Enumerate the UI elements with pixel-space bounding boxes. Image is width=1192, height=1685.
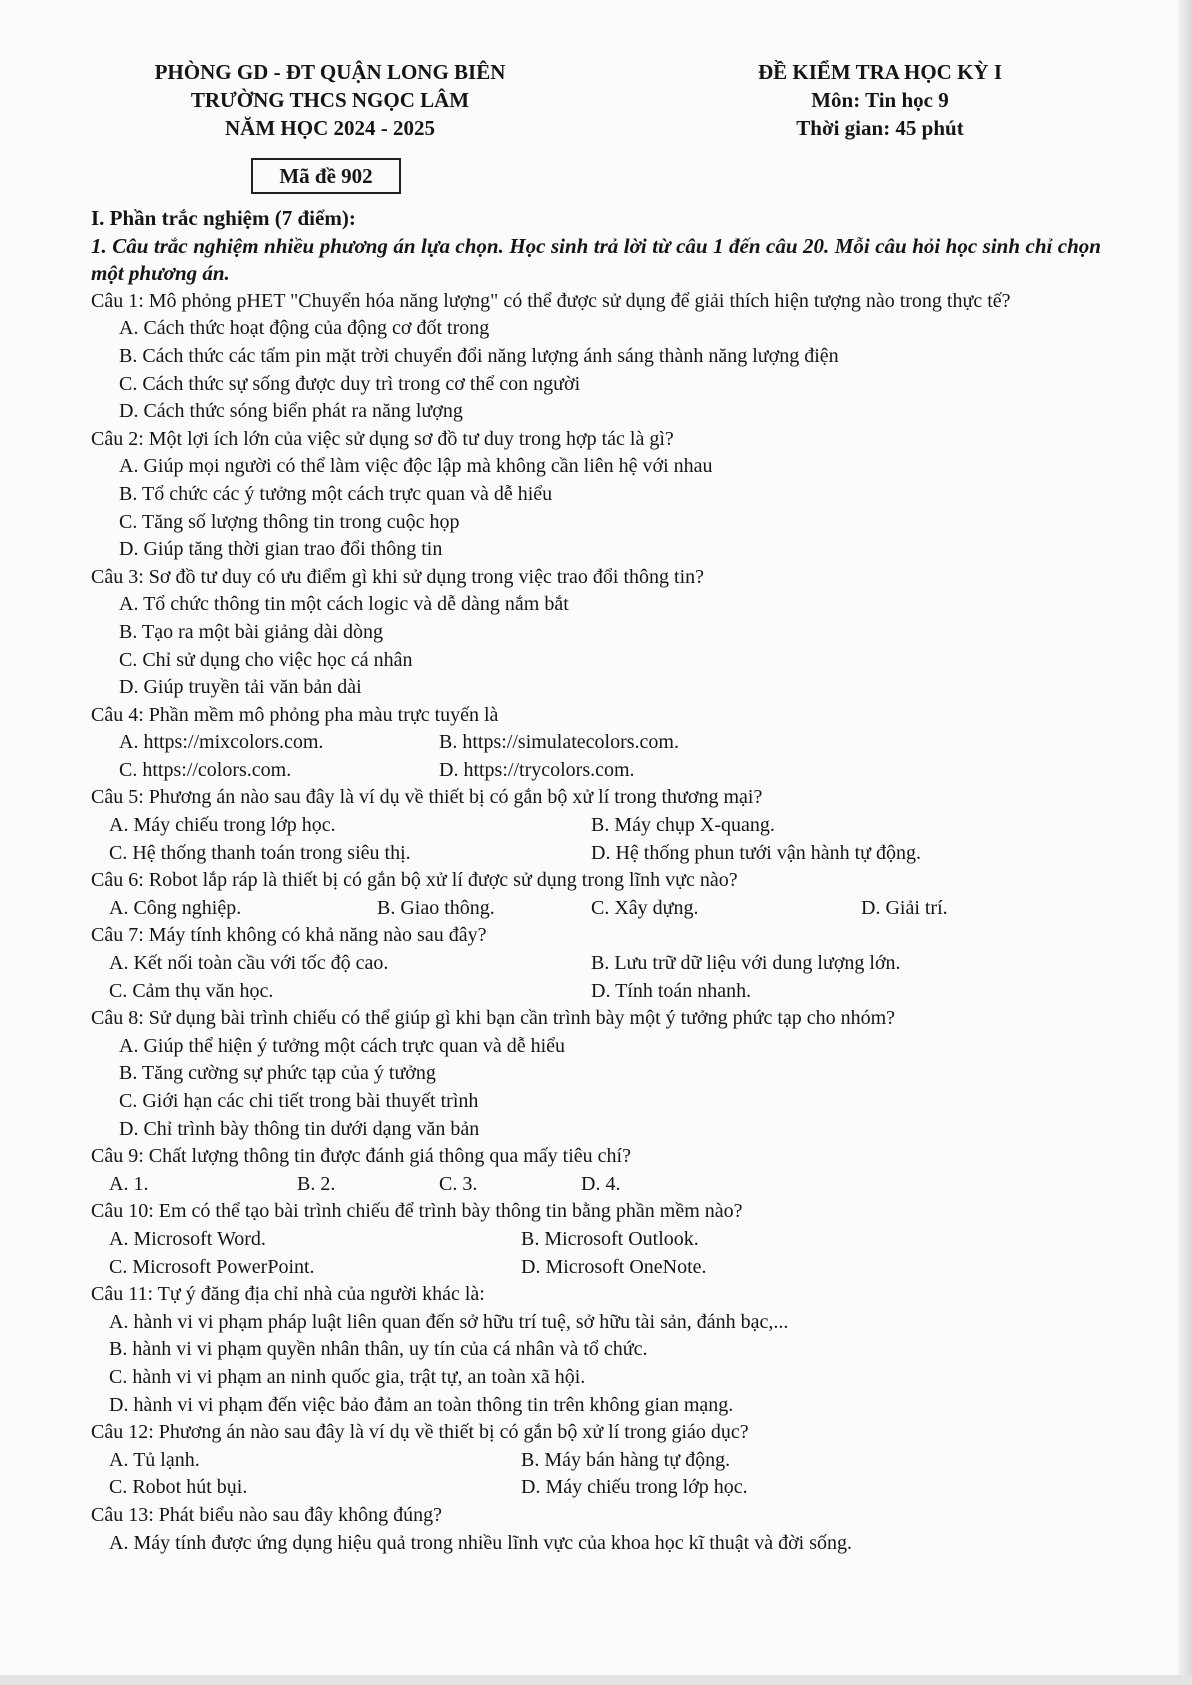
option: D. 4. [581,1172,621,1195]
page-edge-shadow [1178,0,1192,1685]
option: B. Máy chụp X-quang. [591,814,775,837]
question-text: Câu 8: Sử dụng bài trình chiếu có thể giúp gì khi bạn cần trình bày một ý tưởng phức tạp cho nhóm? [91,1007,896,1030]
option: A. Kết nối toàn cầu với tốc độ cao. [109,952,389,975]
question-text: Câu 12: Phương án nào sau đây là ví dụ về thiết bị có gắn bộ xử lí trong giáo dục? [91,1421,749,1444]
question [91,1143,1101,1198]
school-info [110,58,550,142]
option: A. https://mixcolors.com. [119,731,324,754]
school-name: TRƯỜNG THCS NGỌC LÂM [190,88,470,112]
option: D. Microsoft OneNote. [521,1255,707,1278]
question [91,288,1101,426]
exam-title: ĐỀ KIỂM TRA HỌC KỲ I [757,60,1003,84]
option: A. Tủ lạnh. [109,1448,200,1471]
question [91,1281,1101,1419]
exam-duration: Thời gian: 45 phút [796,116,964,140]
option: B. Tăng cường sự phức tạp của ý tưởng [119,1062,436,1085]
option: D. Giải trí. [861,896,948,919]
question-text: Câu 1: Mô phỏng pHET "Chuyển hóa năng lượng" có thể được sử dụng để giải thích hiện tượng nào trong thực tế? [91,289,1011,312]
option: D. Cách thức sóng biển phát ra năng lượng [119,400,463,423]
option: D. Giúp truyền tải văn bản dài [119,676,362,699]
option: C. Xây dựng. [591,896,699,919]
department-name: PHÒNG GD - ĐT QUẬN LONG BIÊN [154,60,506,84]
question-text: Câu 4: Phần mềm mô phỏng pha màu trực tuyến là [91,703,499,726]
question-text: Câu 2: Một lợi ích lớn của việc sử dụng sơ đồ tư duy trong hợp tác là gì? [91,427,674,450]
option: A. Microsoft Word. [109,1227,266,1250]
option: C. 3. [439,1172,478,1195]
question-text: Câu 11: Tự ý đăng địa chỉ nhà của người khác là: [91,1283,485,1306]
option: D. Tính toán nhanh. [591,979,752,1002]
option: D. Máy chiếu trong lớp học. [521,1476,748,1499]
page-bottom-edge [0,1675,1192,1685]
question [91,564,1101,702]
option: B. Lưu trữ dữ liệu với dung lượng lớn. [591,952,901,975]
question [91,784,1101,867]
option: C. Hệ thống thanh toán trong siêu thị. [109,841,411,864]
question-text: Câu 9: Chất lượng thông tin được đánh giá thông qua mấy tiêu chí? [91,1145,631,1168]
option: A. Máy tính được ứng dụng hiệu quả trong nhiều lĩnh vực của khoa học kĩ thuật và đời sống. [109,1531,852,1554]
option: D. Hệ thống phun tưới vận hành tự động. [591,841,921,864]
school-year: NĂM HỌC 2024 - 2025 [225,116,435,140]
option: A. Giúp thể hiện ý tưởng một cách trực quan và dễ hiểu [119,1034,566,1057]
exam-info [690,58,1070,142]
option: C. Tăng số lượng thông tin trong cuộc họp [119,510,460,533]
question [91,1419,1101,1502]
option: C. https://colors.com. [119,758,292,781]
option: D. hành vi vi phạm đến việc bảo đảm an toàn thông tin trên không gian mạng. [109,1393,734,1416]
option: D. Giúp tăng thời gian trao đổi thông tin [119,538,443,561]
option: A. Tổ chức thông tin một cách logic và dễ dàng nắm bắt [119,593,569,616]
option: A. 1. [109,1172,149,1195]
question [91,702,1101,785]
option: A. Công nghiệp. [109,896,242,919]
question [91,867,1101,922]
option: B. Tổ chức các ý tưởng một cách trực quan và dễ hiểu [119,482,553,505]
option: B. Máy bán hàng tự động. [521,1448,731,1471]
option: B. Microsoft Outlook. [521,1227,699,1250]
option: C. Microsoft PowerPoint. [109,1255,315,1278]
option: B. Cách thức các tấm pin mặt trời chuyển đổi năng lượng ánh sáng thành năng lượng điện [119,344,839,367]
option: A. Giúp mọi người có thể làm việc độc lập mà không cần liên hệ với nhau [119,455,713,478]
option: C. Robot hút bụi. [109,1476,248,1499]
option: B. hành vi vi phạm quyền nhân thân, uy tín của cá nhân và tổ chức. [109,1338,648,1361]
question-text: Câu 7: Máy tính không có khả năng nào sau đây? [91,924,487,947]
question [91,426,1101,564]
option: B. https://simulatecolors.com. [439,731,679,754]
question-text: Câu 10: Em có thể tạo bài trình chiếu để trình bày thông tin bằng phần mềm nào? [91,1200,743,1223]
option: B. Giao thông. [377,896,495,919]
instruction: 1. Câu trắc nghiệm nhiều phương án lựa chọn. Học sinh trả lời từ câu 1 đến câu 20. Mỗi câu hỏi học sinh chỉ chọn một phương án. [91,233,1101,286]
option: C. Cảm thụ văn học. [109,979,274,1002]
question [91,1005,1101,1143]
question-text: Câu 3: Sơ đồ tư duy có ưu điểm gì khi sử dụng trong việc trao đổi thông tin? [91,565,705,588]
question [91,1502,1101,1557]
option: B. 2. [297,1172,336,1195]
option: C. hành vi vi phạm an ninh quốc gia, trật tự, an toàn xã hội. [109,1365,586,1388]
question [91,922,1101,1005]
question-text: Câu 5: Phương án nào sau đây là ví dụ về thiết bị có gắn bộ xử lí trong thương mại? [91,786,763,809]
option: A. Máy chiếu trong lớp học. [109,814,336,837]
option: A. hành vi vi phạm pháp luật liên quan đến sở hữu trí tuệ, sở hữu tài sản, đánh bạc,... [109,1310,789,1333]
option: D. https://trycolors.com. [439,758,635,781]
option: B. Tạo ra một bài giảng dài dòng [119,620,384,643]
option: D. Chỉ trình bày thông tin dưới dạng văn bản [119,1117,480,1140]
question-text: Câu 6: Robot lắp ráp là thiết bị có gắn bộ xử lí được sử dụng trong lĩnh vực nào? [91,869,738,892]
option: C. Cách thức sự sống được duy trì trong cơ thể con người [119,372,581,395]
exam-content [91,205,1101,1557]
section-title: I. Phần trắc nghiệm (7 điểm): [91,206,356,230]
option: C. Chỉ sử dụng cho việc học cá nhân [119,648,413,671]
option: A. Cách thức hoạt động của động cơ đốt trong [119,317,490,340]
exam-code-box: Mã đề 902 [251,158,401,194]
question-text: Câu 13: Phát biểu nào sau đây không đúng? [91,1503,443,1526]
question [91,1198,1101,1281]
exam-subject: Môn: Tin học 9 [811,88,949,112]
option: C. Giới hạn các chi tiết trong bài thuyết trình [119,1090,479,1112]
